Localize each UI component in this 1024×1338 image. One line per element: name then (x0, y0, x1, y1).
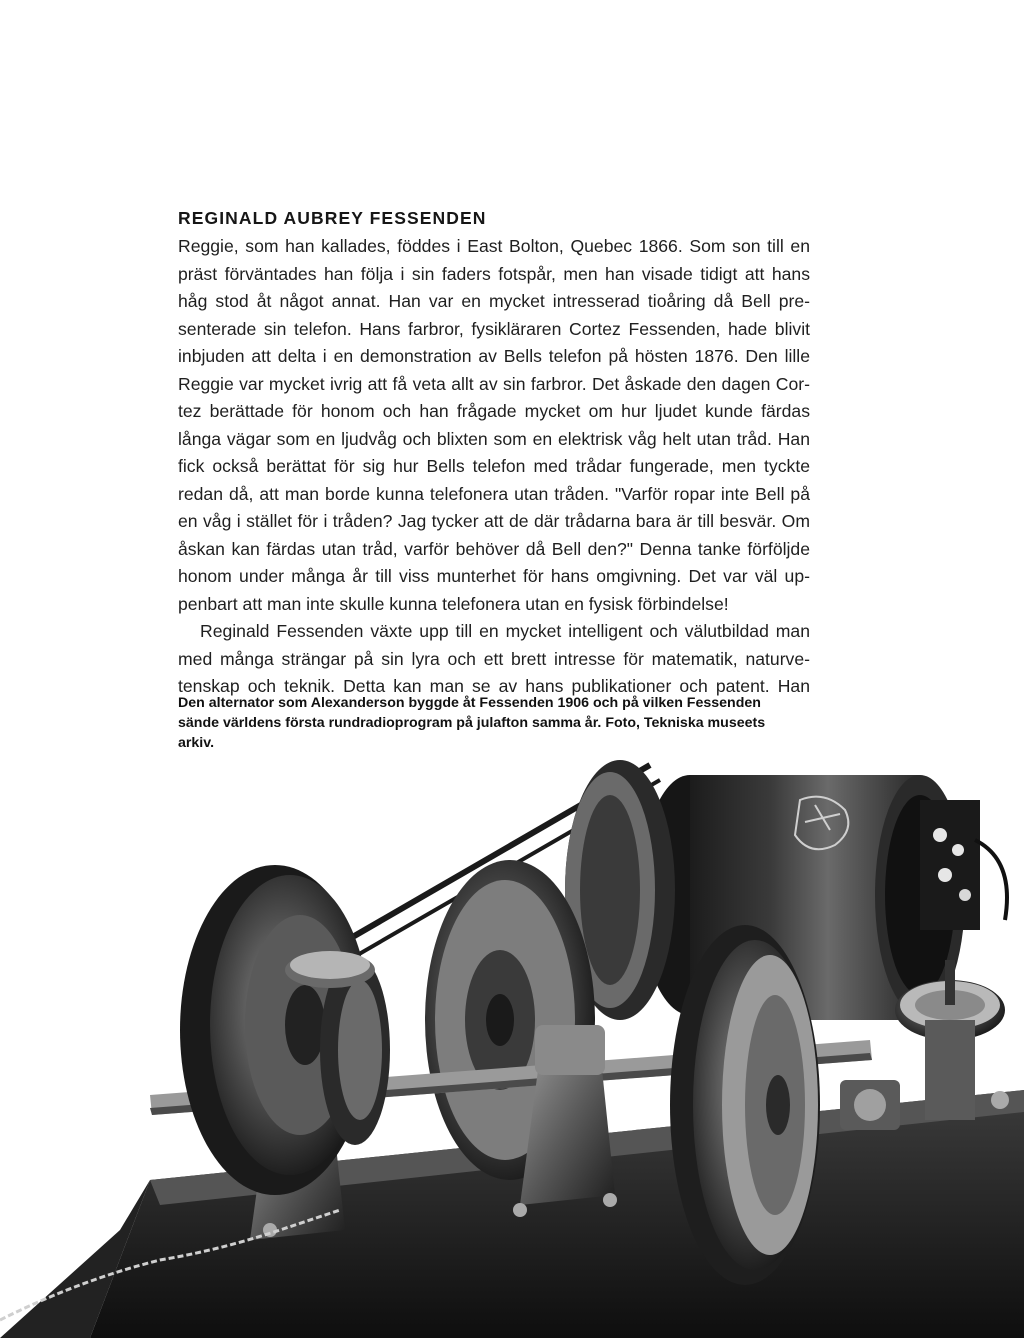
body-text (178, 233, 810, 701)
body-line: Reginald Fessenden växte upp till en mycket intelligent och välutbildad man (200, 621, 810, 641)
body-line: tenskap och teknik. Detta kan man se av hans publikationer och patent. Han (178, 676, 810, 696)
body-line: fick också berättat för sig hur Bells telefon med trådar fungerade, men tyckte (178, 456, 810, 476)
body-line: inbjuden att delta i en demonstration av Bells telefon på hösten 1876. Den lille (178, 346, 810, 366)
photo-caption (178, 693, 810, 753)
body-line: håg stod åt något annat. Han var en mycket intresserad tioåring då Bell pre- (178, 291, 810, 311)
caption-line: sände världens första rundradioprogram på julafton samma år. Foto, Tekniska museets (178, 715, 766, 731)
right-flywheel (670, 925, 820, 1285)
body-line: tez berättade för honom och han frågade mycket om hur ljudet kunde färdas (178, 401, 810, 421)
alternator-photo (0, 760, 1024, 1338)
body-line: präst förväntades han följa i sin faders fotspår, men han visade tidigt att hans (178, 263, 810, 284)
body-line: penbart att man inte skulle kunna telefonera utan en fysisk förbindelse! (178, 593, 729, 614)
section-heading: REGINALD AUBREY FESSENDEN (178, 208, 487, 228)
caption-line: Den alternator som Alexanderson byggde åt Fessenden 1906 och på vilken Fessenden (178, 695, 761, 711)
body-line: senterade sin telefon. Hans farbror, fysikläraren Cortez Fessenden, hade blivit (178, 318, 810, 339)
body-line: honom under många år till viss munterhet för hans omgivning. Det var väl up- (178, 566, 810, 586)
body-line: långa vägar som en ljudvåg och blixten som en elektrisk våg helt utan tråd. Han (178, 428, 810, 449)
body-line: Reggie var mycket ivrig att få veta allt av sin farbror. Det åskade den dagen Cor- (178, 373, 810, 394)
body-line: Reggie, som han kallades, föddes i East Bolton, Quebec 1866. Som son till en (178, 236, 810, 256)
body-line: med många strängar på sin lyra och ett brett intresse för matematik, naturve- (178, 648, 810, 669)
shaft-end (840, 1080, 900, 1130)
top-left-dish (285, 951, 375, 988)
caption-line: arkiv. (178, 735, 215, 751)
body-line: en våg i stället för i tråden? Jag tycker att de där trådarna bara är till besvär. Om (178, 511, 810, 531)
body-line: redan då, att man borde kunna telefonera utan tråden. "Varför ropar inte Bell på (178, 483, 810, 504)
motor-drum (640, 775, 965, 1020)
body-line: åskan kan färdas utan tråd, varför behöver då Bell den?" Denna tanke förföljde (178, 538, 810, 559)
